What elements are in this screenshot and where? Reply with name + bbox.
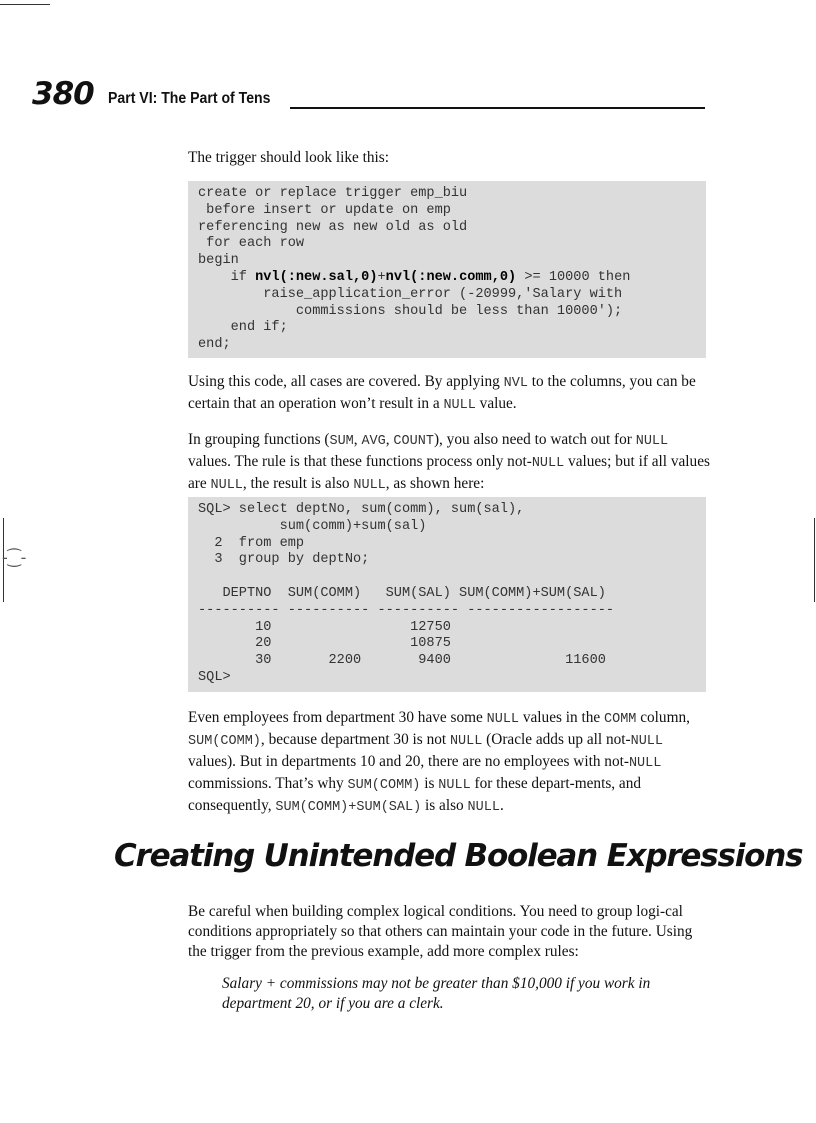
code-line [198,287,706,304]
inline-code: NULL [443,398,476,413]
text-segment: if [198,269,256,285]
code-line [198,502,706,519]
code-line [198,337,706,354]
inline-code: NULL [467,800,500,815]
inline-code: NULL [353,478,386,493]
code-line [198,636,706,653]
inline-code: NULL [486,712,520,727]
text-segment: ---------- ---------- ---------- ------------------ [198,602,615,618]
text-segment: value. [475,395,517,412]
code-line [198,270,706,287]
text-segment: commissions should be less than 10000'); [198,303,623,319]
paragraph-boolean [188,902,710,962]
header-rule [290,107,705,109]
code-line [198,586,706,603]
crop-line-top [0,4,50,5]
code-line [198,620,706,637]
code-line [198,236,706,253]
inline-code: NULL [531,456,565,471]
text-segment: end if; [198,320,288,336]
code-line [198,253,706,270]
paragraph-explanation [188,708,710,818]
text-segment: 10 12750 [198,619,451,635]
code-bold: nvl(:new.sal,0) [255,269,378,285]
text-segment: is [420,775,439,792]
text-segment: . [499,797,504,814]
text-segment: In grouping functions ( [188,431,330,448]
registration-mark-icon: -⁐- [2,548,27,567]
paragraph-grouping [188,430,710,496]
text-segment: for each row [198,236,305,252]
code-bold: nvl(:new.comm,0) [385,269,517,285]
code-line [198,186,706,203]
paragraph-nvl [188,372,710,416]
text-segment: values in the [519,709,604,726]
text-segment: Using this code, all cases are covered. By applying [188,373,504,390]
inline-code: SUM(COMM) [188,734,261,749]
inline-code: NULL [438,778,471,793]
code-line [198,552,706,569]
text-segment: referencing new as new old as old [198,219,468,235]
text-segment: create or replace trigger emp_biu [198,186,468,201]
text-segment: Even employees from department 30 have some [188,709,487,726]
inline-code: NULL [210,478,243,493]
inline-code: NULL [628,756,662,771]
text-segment: + [377,269,386,285]
inline-code: SUM(COMM)+SUM(SAL) [275,800,422,815]
text-segment: commissions. That’s why [188,775,348,792]
inline-code: COUNT [393,434,434,449]
text-segment: column, [636,709,690,726]
margin-line-right [814,518,815,602]
text-segment: before insert or update on emp [198,202,451,218]
code-line [198,670,706,687]
code-line [198,304,706,321]
code-line [198,220,706,237]
text-segment: values; but if all values are [188,453,710,492]
running-header: Part VI: The Part of Tens [108,90,271,107]
code-line [198,569,706,586]
inline-code: NULL [635,434,669,449]
code-line [198,653,706,670]
text-segment: for these depart-ments, and consequently, [188,775,642,814]
text-segment: , as shown here: [385,475,485,492]
text-segment: DEPTNO SUM(COMM) SUM(SAL) SUM(COMM)+SUM(SAL) [198,585,606,601]
text-segment: sum(comm)+sum(sal) [198,518,427,534]
text-segment: end; [198,337,231,353]
text-segment: , because department 30 is not [260,731,450,748]
text-segment: 3 group by deptNo; [198,552,370,568]
text-segment: , [385,431,394,448]
inline-code: COMM [604,712,637,727]
code-line [198,320,706,337]
inline-code: SUM [329,434,354,449]
text-segment: SQL> select deptNo, sum(comm), sum(sal), [198,502,525,517]
text-segment: , [353,431,362,448]
code-line [198,203,706,220]
code-block-sql-output [188,497,706,692]
code-line [198,536,706,553]
text-segment: raise_application_error (-20999,'Salary with [198,286,623,302]
inline-code: NVL [503,376,528,391]
inline-code: NULL [449,734,483,749]
inline-code: AVG [361,434,386,449]
text-segment: 30 2200 9400 11600 [198,653,606,669]
code-block-trigger [188,181,706,358]
text-segment: >= 10000 then [516,269,631,285]
text-segment: begin [198,253,239,269]
text-segment: (Oracle adds up all not- [482,731,631,748]
inline-code: NULL [630,734,664,749]
inline-code: SUM(COMM) [347,778,421,793]
text-segment: ), you also need to watch out for [433,431,636,448]
section-heading: Creating Unintended Boolean Expressions [114,838,803,874]
text-segment: values. The rule is that these functions process only not- [188,453,532,470]
text-segment: is also [421,797,468,814]
text-segment: values). But in departments 10 and 20, there are no employees with not- [188,753,629,770]
text-segment: Be careful when building complex logical conditions. You need to group logi-cal conditions appropriately so that others can maintain your code in the future. Using the trigger from the previous example, add more complex rules: [188,903,693,960]
code-line [198,603,706,620]
intro-paragraph: The trigger should look like this: [188,149,389,166]
text-segment: to the columns, you can be certain that an operation won’t result in a [188,373,696,412]
text-segment: 20 10875 [198,636,451,652]
text-segment: SQL> [198,669,231,685]
text-segment: 2 from emp [198,535,305,551]
rule-quote: Salary + commissions may not be greater than $10,000 if you work in department 20, or if you are a clerk. [222,975,651,1012]
code-line [198,519,706,536]
text-segment: , the result is also [242,475,354,492]
page-number: 380 [32,76,94,112]
